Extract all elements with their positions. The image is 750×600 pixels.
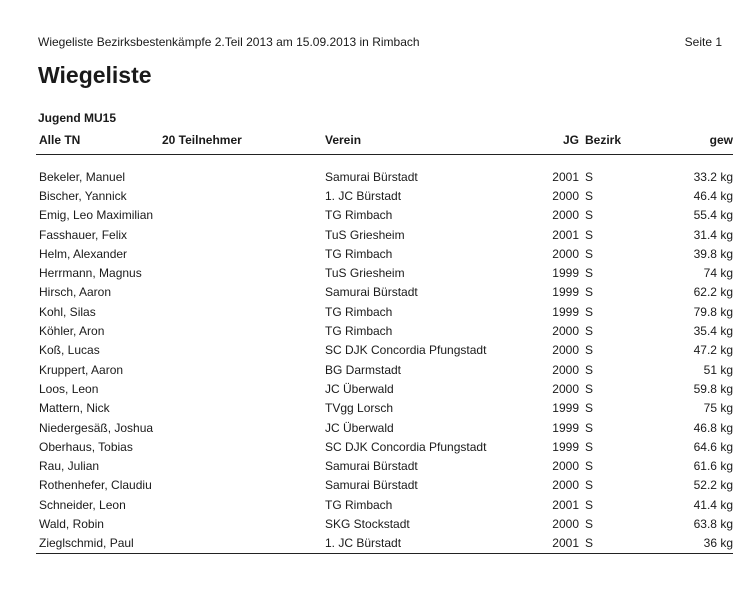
participant-club: SKG Stockstadt — [325, 516, 410, 531]
participant-district: S — [585, 285, 594, 300]
participant-district: S — [585, 534, 643, 554]
participant-district: S — [585, 246, 594, 261]
participant-birth-year: 2000 — [552, 381, 579, 396]
participant-birth-year: 2001 — [552, 169, 579, 184]
participant-district: S — [585, 439, 594, 454]
participant-weight: 79.8 kg — [693, 304, 733, 319]
participant-district: S — [585, 188, 594, 203]
participant-birth-year: 1999 — [552, 285, 579, 300]
table-row — [36, 495, 733, 514]
column-header-bezirk: Bezirk — [585, 131, 643, 155]
table-row — [36, 399, 733, 418]
participant-weight: 39.8 kg — [693, 246, 733, 261]
participant-name: Köhler, Aron — [39, 324, 105, 339]
participant-weight: 35.4 kg — [693, 324, 733, 339]
weigh-in-table — [36, 131, 733, 554]
table-row — [36, 283, 733, 302]
page-title: Wiegeliste — [38, 62, 152, 88]
participant-name: Kruppert, Aaron — [39, 362, 124, 377]
table-row — [36, 225, 733, 244]
participant-name: Kohl, Silas — [39, 304, 96, 319]
participant-weight: 51 kg — [703, 362, 733, 377]
participant-district: S — [585, 324, 594, 339]
participant-name: Hirsch, Aaron — [39, 285, 112, 300]
participant-name: Schneider, Leon — [39, 497, 126, 512]
table-row — [36, 379, 733, 398]
participant-club: 1. JC Bürstadt — [325, 534, 537, 554]
participant-birth-year: 2001 — [537, 534, 585, 554]
participant-club: Samurai Bürstadt — [325, 478, 418, 493]
header-spacer — [36, 155, 733, 168]
participant-weight: 46.4 kg — [693, 188, 733, 203]
participant-weight: 59.8 kg — [693, 381, 733, 396]
participant-name: Niedergesäß, Joshua — [39, 420, 154, 435]
table-row — [36, 418, 733, 437]
table-row — [36, 534, 733, 554]
table-row — [36, 341, 733, 360]
participant-district: S — [585, 227, 594, 242]
table-row — [36, 167, 733, 186]
participant-club: Samurai Bürstadt — [325, 285, 418, 300]
participant-club: TG Rimbach — [325, 208, 393, 223]
participant-club: Samurai Bürstadt — [325, 459, 418, 474]
column-header-jg: JG — [537, 131, 585, 155]
participant-weight: 61.6 kg — [693, 459, 733, 474]
column-header-all: Alle TN — [36, 131, 159, 155]
participant-district: S — [585, 343, 594, 358]
participant-weight: 64.6 kg — [693, 439, 733, 454]
table-header — [36, 131, 733, 167]
participant-district: S — [585, 478, 594, 493]
table-row — [36, 263, 733, 282]
participant-club: Samurai Bürstadt — [325, 169, 418, 184]
participant-birth-year: 1999 — [552, 439, 579, 454]
participant-weight: 52.2 kg — [693, 478, 733, 493]
weigh-in-table-container — [36, 131, 733, 554]
page-number: Seite 1 — [684, 35, 722, 49]
participant-birth-year: 2000 — [552, 324, 579, 339]
participant-birth-year: 2000 — [552, 459, 579, 474]
participant-name: Oberhaus, Tobias — [39, 439, 133, 454]
participant-name: Bekeler, Manuel — [39, 169, 126, 184]
participant-club: JC Überwald — [325, 420, 394, 435]
category-label: Jugend MU15 — [38, 111, 117, 125]
table-row — [36, 321, 733, 340]
participant-district: S — [585, 497, 594, 512]
participant-weight: 75 kg — [703, 401, 733, 416]
participant-weight: 33.2 kg — [693, 169, 733, 184]
participant-name: Emig, Leo Maximilian — [39, 208, 154, 223]
participant-club: TuS Griesheim — [325, 227, 405, 242]
participant-district: S — [585, 516, 594, 531]
participant-name: Rothenhefer, Claudiu — [39, 478, 152, 493]
table-row — [36, 514, 733, 533]
participant-birth-year: 2001 — [552, 227, 579, 242]
participant-birth-year: 1999 — [552, 401, 579, 416]
participant-weight: 55.4 kg — [693, 208, 733, 223]
table-row — [36, 302, 733, 321]
table-body — [36, 167, 733, 553]
participant-weight: 46.8 kg — [693, 420, 733, 435]
participant-birth-year: 2000 — [552, 516, 579, 531]
participant-club: TG Rimbach — [325, 497, 393, 512]
column-header-verein: Verein — [325, 131, 537, 155]
participant-club: TVgg Lorsch — [325, 401, 394, 416]
participant-name: Fasshauer, Felix — [39, 227, 128, 242]
participant-district: S — [585, 169, 594, 184]
participant-district: S — [585, 266, 594, 281]
participant-birth-year: 1999 — [552, 304, 579, 319]
participant-name: Rau, Julian — [39, 459, 100, 474]
header-spacer-cell — [36, 155, 733, 168]
table-row — [36, 186, 733, 205]
participant-weight: 74 kg — [703, 266, 733, 281]
participant-club: SC DJK Concordia Pfungstadt — [325, 343, 487, 358]
document-header-title: Wiegeliste Bezirksbestenkämpfe 2.Teil 2013 am 15.09.2013 in Rimbach — [38, 35, 420, 49]
participant-club: TG Rimbach — [325, 324, 393, 339]
participant-weight: 31.4 kg — [693, 227, 733, 242]
participant-name: Zieglschmid, Paul — [36, 534, 325, 554]
participant-name: Loos, Leon — [39, 381, 99, 396]
participant-birth-year: 2000 — [552, 208, 579, 223]
participant-name: Herrmann, Magnus — [39, 266, 142, 281]
participant-district: S — [585, 420, 594, 435]
participant-weight: 41.4 kg — [693, 497, 733, 512]
participant-club: 1. JC Bürstadt — [325, 188, 402, 203]
participant-birth-year: 2000 — [552, 246, 579, 261]
table-row — [36, 476, 733, 495]
participant-club: SC DJK Concordia Pfungstadt — [325, 439, 487, 454]
participant-birth-year: 1999 — [552, 266, 579, 281]
participant-name: Bischer, Yannick — [39, 188, 127, 203]
participant-birth-year: 2000 — [552, 362, 579, 377]
participant-name: Mattern, Nick — [39, 401, 110, 416]
participant-club: BG Darmstadt — [325, 362, 402, 377]
participant-name: Koß, Lucas — [39, 343, 100, 358]
table-row — [36, 360, 733, 379]
table-row — [36, 456, 733, 475]
table-row — [36, 437, 733, 456]
participant-birth-year: 2000 — [552, 188, 579, 203]
participant-district: S — [585, 208, 594, 223]
participant-birth-year: 2000 — [552, 343, 579, 358]
participant-weight: 63.8 kg — [693, 516, 733, 531]
table-row — [36, 206, 733, 225]
participant-birth-year: 1999 — [552, 420, 579, 435]
participant-name: Wald, Robin — [39, 516, 104, 531]
participant-weight: 62.2 kg — [693, 285, 733, 300]
participant-district: S — [585, 459, 594, 474]
table-header-row — [36, 131, 733, 155]
participant-weight: 47.2 kg — [693, 343, 733, 358]
participant-district: S — [585, 362, 594, 377]
participant-club: TG Rimbach — [325, 304, 393, 319]
participant-weight: 36 kg — [643, 534, 733, 554]
participant-club: TuS Griesheim — [325, 266, 405, 281]
participant-district: S — [585, 381, 594, 396]
participant-birth-year: 2001 — [552, 497, 579, 512]
participant-district: S — [585, 401, 594, 416]
column-header-count: 20 Teilnehmer — [159, 131, 325, 155]
participant-club: JC Überwald — [325, 381, 394, 396]
participant-name: Helm, Alexander — [39, 246, 128, 261]
column-header-gew: gew — [643, 131, 733, 155]
participant-district: S — [585, 304, 594, 319]
table-row — [36, 244, 733, 263]
participant-club: TG Rimbach — [325, 246, 393, 261]
participant-birth-year: 2000 — [552, 478, 579, 493]
